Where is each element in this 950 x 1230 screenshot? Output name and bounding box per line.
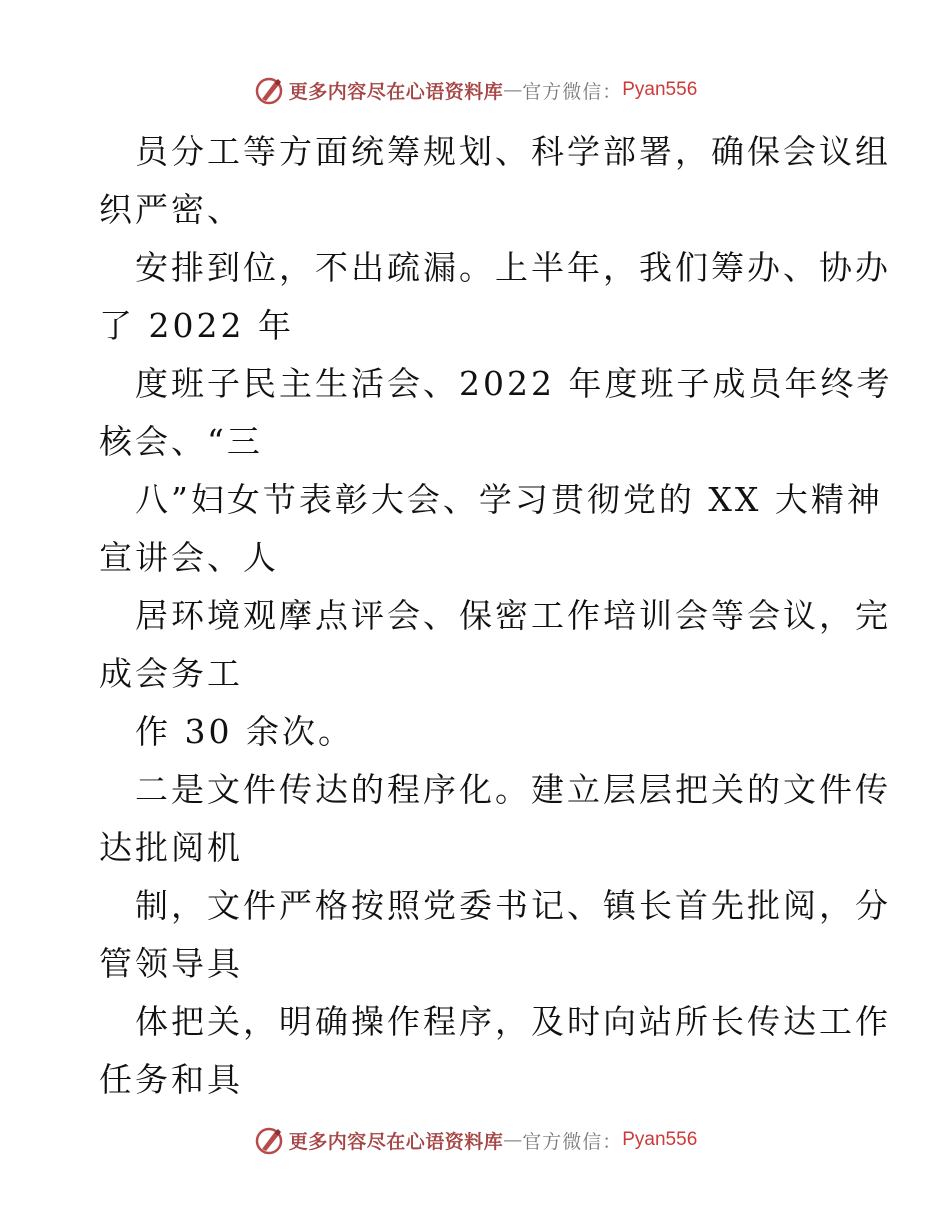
body-line: 管领导具 (99, 944, 243, 983)
body-line: 核会、“三 (99, 422, 263, 461)
body-line: 员分工等方面统筹规划、科学部署，确保会议组 (135, 132, 891, 171)
body-line: 体把关，明确操作程序，及时向站所长传达工作 (135, 1002, 891, 1041)
body-line: 八”妇女节表彰大会、学习贯彻党的 XX 大精神 (135, 480, 883, 519)
banner-separator: — (503, 1129, 523, 1151)
banner-wechat-label: 官方微信： (522, 1130, 623, 1153)
body-line: 成会务工 (99, 654, 243, 693)
header-banner (0, 70, 950, 110)
body-line: 居环境观摩点评会、保密工作培训会等会议，完 (135, 596, 891, 635)
body-line: 安排到位，不出疏漏。上半年，我们筹办、协办 (135, 248, 891, 287)
pen-logo-icon (253, 1124, 285, 1156)
banner-brand-text: 更多内容尽在心语资料库 (288, 1130, 504, 1153)
body-line: 度班子民主生活会、2022 年度班子成员年终考 (135, 364, 893, 403)
body-line: 了 2022 年 (99, 306, 294, 345)
banner-wechat-id: Pyan556 (622, 1129, 698, 1150)
body-line: 宣讲会、人 (99, 538, 279, 577)
body-line: 制，文件严格按照党委书记、镇长首先批阅，分 (135, 886, 891, 925)
body-line: 达批阅机 (99, 828, 243, 867)
body-line: 二是文件传达的程序化。建立层层把关的文件传 (135, 770, 891, 809)
banner-separator: — (503, 79, 523, 101)
body-line: 作 30 余次。 (135, 712, 354, 751)
footer-banner (0, 1120, 950, 1160)
pen-logo-icon (253, 74, 285, 106)
document-body (99, 123, 893, 1109)
banner-brand-text: 更多内容尽在心语资料库 (288, 80, 504, 103)
body-line: 任务和具 (99, 1060, 243, 1099)
banner-wechat-id: Pyan556 (622, 79, 698, 100)
body-line: 织严密、 (99, 190, 243, 229)
banner-wechat-label: 官方微信： (522, 80, 623, 103)
